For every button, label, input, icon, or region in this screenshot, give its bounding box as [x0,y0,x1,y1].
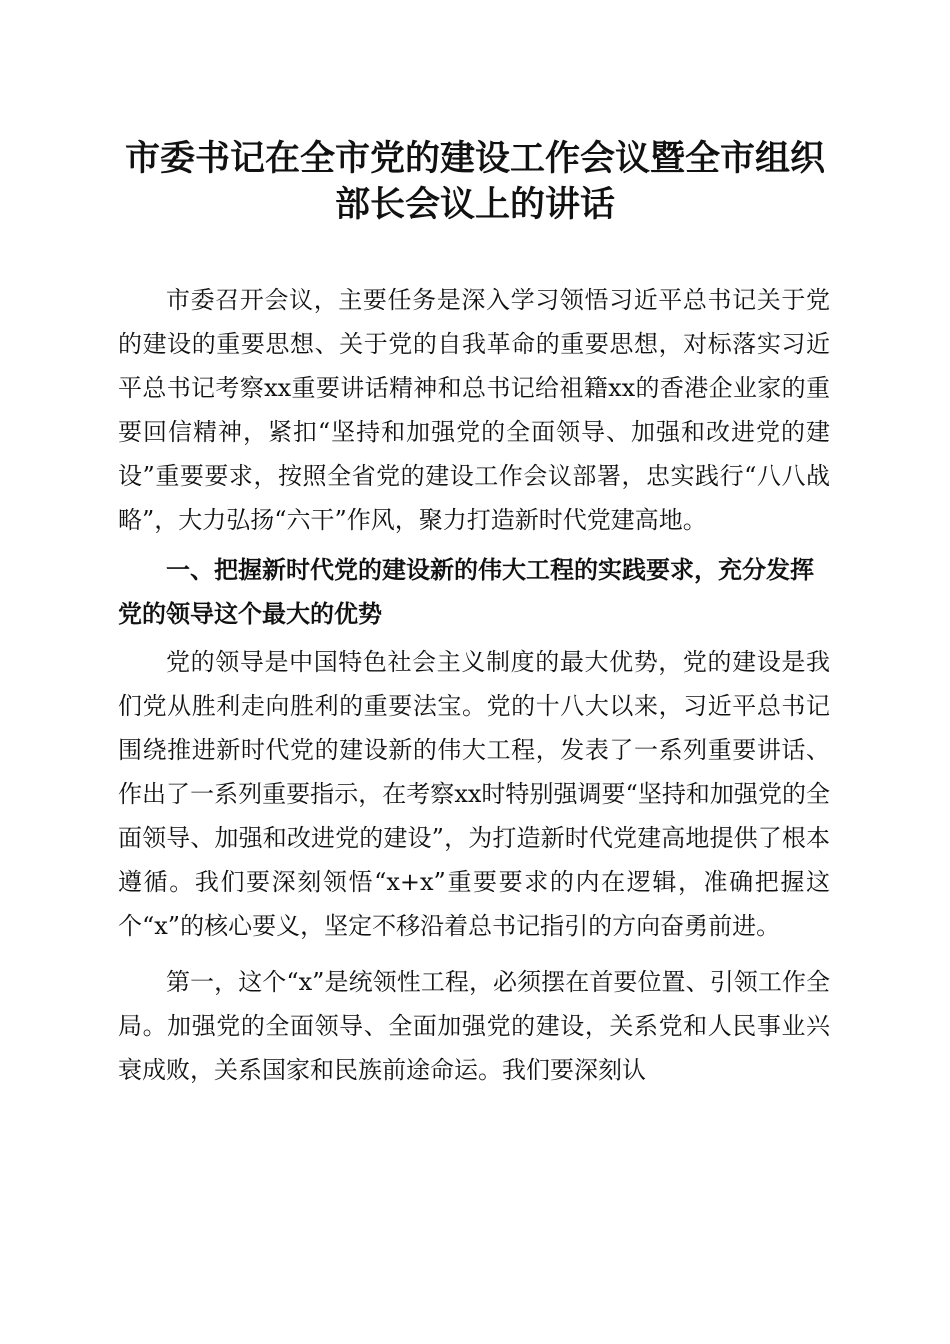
body-paragraph: 党的领导是中国特色社会主义制度的最大优势，党的建设是我们党从胜利走向胜利的重要法宝。党的十八大以来，习近平总书记围绕推进新时代党的建设新的伟大工程，发表了一系列重要讲话、作出了一系列重要指示，在考察xx时特别强调要“坚持和加强党的全面领导、加强和改进党的建设”，为打造新时代党建高地提供了根本遵循。我们要深刻领悟“x+x”重要要求的内在逻辑，准确把握这个“x”的核心要义，坚定不移沿着总书记指引的方向奋勇前进。 [118,648,830,940]
body-paragraph: 第一，这个“x”是统领性工程，必须摆在首要位置、引领工作全局。加强党的全面领导、全面加强党的建设，关系党和人民事业兴衰成败，关系国家和民族前途命运。我们要深刻认 [118,968,830,1084]
intro-paragraph: 市委召开会议，主要任务是深入学习领悟习近平总书记关于党的建设的重要思想、关于党的自我革命的重要思想，对标落实习近平总书记考察xx重要讲话精神和总书记给祖籍xx的香港企业家的重要回信精神，紧扣“坚持和加强党的全面领导、加强和改进党的建设”重要要求，按照全省党的建设工作会议部署，忠实践行“八八战略”，大力弘扬“六干”作风，聚力打造新时代党建高地。 [118,286,830,534]
title-line-2: 部长会议上的讲话 [334,184,615,225]
document-body [118,278,830,1092]
title-line-1: 市委书记在全市党的建设工作会议暨全市组织 [124,138,825,179]
section-heading-1: 一、把握新时代党的建设新的伟大工程的实践要求，充分发挥党的领导这个最大的优势 [118,556,814,628]
document-title [100,136,850,228]
